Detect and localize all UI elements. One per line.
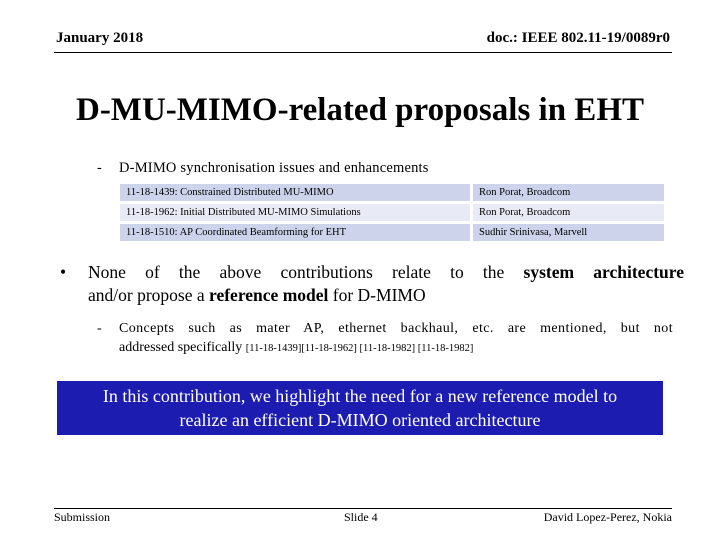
table-row	[120, 204, 664, 221]
table-row	[120, 184, 664, 201]
proposal-doc: 11-18-1510: AP Coordinated Beamforming for EHT	[120, 224, 470, 241]
concepts-line-2	[119, 340, 473, 355]
dash-marker: -	[97, 160, 103, 176]
bullet-marker: •	[60, 262, 67, 282]
footer-slide-number: Slide 4	[344, 510, 378, 524]
proposal-authors: Ron Porat, Broadcom	[470, 184, 664, 201]
bullet-emphasis-reference-model: reference model	[209, 285, 329, 305]
callout-line-1: In this contribution, we highlight the need for a new reference model to	[102, 386, 618, 406]
main-bullet-text	[88, 261, 684, 307]
footer-author: David Lopez-Perez, Nokia	[543, 510, 672, 524]
bullet-line-2-pre: and/or propose a	[88, 285, 210, 305]
dash-marker: -	[97, 321, 102, 336]
proposal-authors: Ron Porat, Broadcom	[470, 204, 664, 221]
callout-line-2: realize an efficient D-MIMO oriented architecture	[179, 410, 541, 430]
header-divider	[54, 52, 672, 53]
slide-title: D-MU-MIMO-related proposals in EHT	[75, 92, 644, 128]
bullet-line-2	[88, 284, 684, 307]
header-doc-id: doc.: IEEE 802.11-19/0089r0	[486, 30, 670, 46]
proposal-doc: 11-18-1962: Initial Distributed MU-MIMO Simulations	[120, 204, 470, 221]
sub-point-text: D-MIMO synchronisation issues and enhancements	[119, 160, 429, 176]
reference-list: [11-18-1439][11-18-1962] [11-18-1982] [11-18-1982]	[245, 343, 474, 354]
concepts-line-1: Concepts such as mater AP, ethernet backhaul, etc. are mentioned, but not	[119, 321, 673, 336]
footer-divider	[54, 508, 672, 509]
concepts-line-2-text: addressed specifically	[119, 340, 246, 355]
proposal-authors: Sudhir Srinivasa, Marvell	[470, 224, 664, 241]
proposals-table	[120, 181, 664, 244]
bullet-line-1	[88, 261, 684, 284]
header-date: January 2018	[56, 30, 144, 46]
table-row	[120, 224, 664, 241]
bullet-line-2-post: for D-MIMO	[328, 285, 426, 305]
highlight-callout	[57, 381, 663, 435]
sub-point-concepts-text	[119, 319, 673, 358]
bullet-emphasis-architecture: system architecture	[523, 262, 684, 282]
bullet-line-1-text: None of the above contributions relate to the	[88, 262, 524, 282]
proposal-doc: 11-18-1439: Constrained Distributed MU-MIMO	[120, 184, 470, 201]
footer-submission: Submission	[54, 510, 111, 524]
